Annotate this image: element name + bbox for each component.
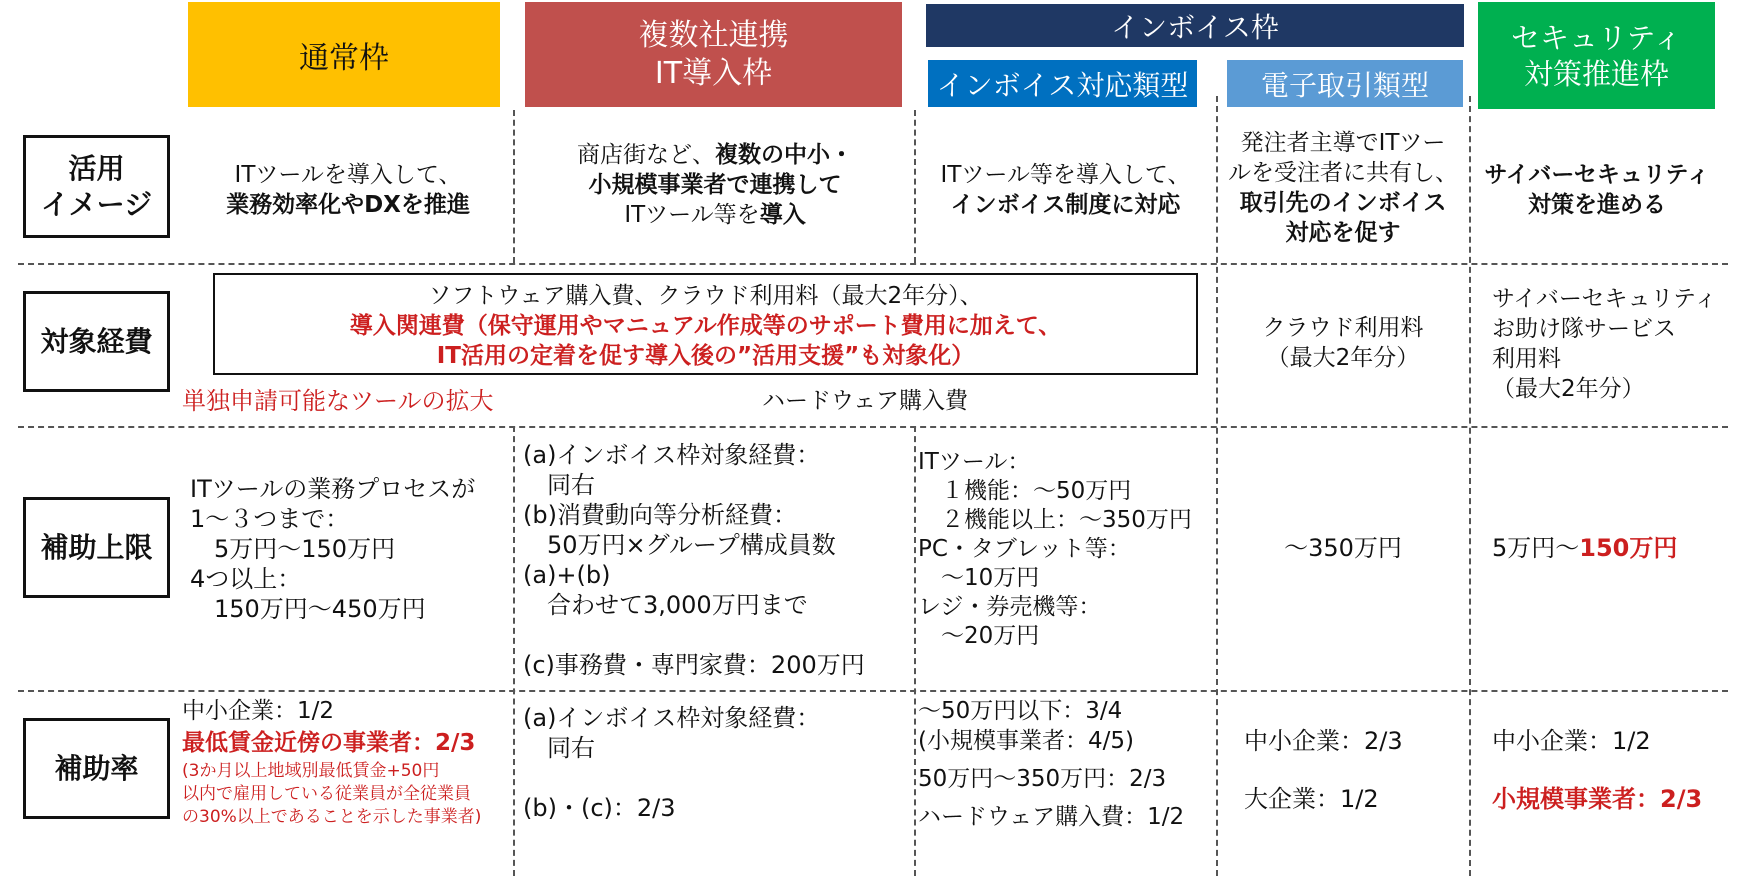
limit-security-line bbox=[1492, 533, 1677, 563]
rate-invoice-line1: ～50万円以下：3/4 bbox=[918, 698, 1123, 724]
usage-edi-line1: 発注者主導でITツー bbox=[1240, 130, 1446, 156]
row-label-cost-text: 対象経費 bbox=[40, 324, 153, 358]
usage-invoice bbox=[918, 160, 1213, 220]
limit-multi bbox=[523, 440, 865, 680]
header-invoice-type bbox=[928, 60, 1197, 107]
limit-invoice-line: レジ・券売機等： bbox=[918, 594, 1102, 620]
header-security-line2: 対策推進枠 bbox=[1523, 56, 1669, 91]
col-divider-2 bbox=[914, 110, 916, 263]
rate-normal-note: (3か月以上地域別最低賃金+50円 bbox=[182, 761, 440, 781]
limit-edi-text: ～350万円 bbox=[1284, 534, 1402, 562]
header-edi-type bbox=[1227, 60, 1463, 107]
cost-box-line1: ソフトウェア購入費、クラウド利用料（最大2年分）、 bbox=[428, 283, 983, 309]
usage-security-line2: 対策を進める bbox=[1528, 192, 1666, 218]
rate-security-line1: 中小企業：1/2 bbox=[1492, 727, 1651, 755]
limit-normal-line: 4つ以上： bbox=[190, 565, 302, 593]
cost-edi-line2: （最大2年分） bbox=[1266, 345, 1420, 371]
limit-security-a: 5万円～ bbox=[1492, 534, 1580, 562]
usage-normal bbox=[188, 160, 508, 220]
usage-multi-line3b: 導入 bbox=[759, 202, 806, 228]
usage-invoice-line1: ITツール等を導入して、 bbox=[940, 162, 1191, 188]
row-divider-1 bbox=[18, 263, 1728, 265]
limit-multi-line: (a)+(b) bbox=[523, 561, 611, 589]
col-divider-2b bbox=[914, 426, 916, 876]
limit-multi-line: 合わせて3,000万円まで bbox=[523, 591, 808, 619]
rate-normal-line1: 中小企業：1/2 bbox=[182, 698, 335, 724]
cost-edi bbox=[1220, 313, 1466, 373]
limit-normal-line: 150万円～450万円 bbox=[190, 595, 426, 623]
rate-multi-line1: (a)インボイス枠対象経費： bbox=[523, 704, 821, 732]
cost-box-line3: IT活用の定着を促す導入後の”活用支援”も対象化） bbox=[436, 343, 975, 369]
usage-multi-line3a: ITツール等を bbox=[624, 202, 760, 228]
col-divider-3 bbox=[1216, 96, 1218, 876]
col-divider-1b bbox=[513, 426, 515, 876]
cost-hardware-text: ハードウェア購入費 bbox=[761, 388, 969, 414]
rate-security-line2: 小規模事業者：2/3 bbox=[1492, 785, 1703, 813]
row-label-rate-text: 補助率 bbox=[54, 751, 139, 785]
header-multi-line1: 複数社連携 bbox=[638, 17, 789, 53]
row-label-usage-line2: イメージ bbox=[40, 187, 153, 221]
usage-security bbox=[1472, 160, 1722, 220]
limit-invoice-line: ITツール： bbox=[918, 449, 1031, 475]
row-label-cost bbox=[23, 291, 170, 392]
row-label-limit bbox=[23, 497, 170, 598]
header-invoice-label: インボイス枠 bbox=[1111, 10, 1279, 44]
limit-multi-line: (c)事務費・専門家費：200万円 bbox=[523, 651, 865, 679]
limit-security-b: 150万円 bbox=[1579, 534, 1678, 562]
header-invoice bbox=[926, 4, 1464, 47]
rate-invoice-line2: (小規模事業者：4/5) bbox=[918, 728, 1134, 754]
usage-normal-line1: ITツールを導入して、 bbox=[234, 162, 462, 188]
cost-security-line1: サイバーセキュリティ bbox=[1492, 286, 1718, 312]
row-label-rate bbox=[23, 718, 170, 819]
cost-box-line2: 導入関連費（保守運用やマニュアル作成等のサポート費用に加えて、 bbox=[349, 313, 1062, 339]
rate-normal-note: の30%以上であることを示した事業者) bbox=[182, 807, 482, 827]
limit-edi bbox=[1220, 533, 1466, 563]
cost-hardware bbox=[525, 386, 1205, 416]
header-security-line1: セキュリティ bbox=[1510, 20, 1683, 55]
cost-security-line4: （最大2年分） bbox=[1492, 376, 1645, 402]
rate-multi-line3: (b)・(c)：2/3 bbox=[523, 794, 676, 822]
rate-edi-line1: 中小企業：2/3 bbox=[1244, 727, 1403, 755]
limit-invoice-line: ２機能以上：～350万円 bbox=[918, 507, 1192, 533]
usage-multi-line3 bbox=[525, 200, 905, 230]
limit-multi-line: (a)インボイス枠対象経費： bbox=[523, 441, 821, 469]
rate-invoice-line4: ハードウェア購入費：1/2 bbox=[918, 804, 1185, 830]
limit-normal-line: ITツールの業務プロセスが bbox=[190, 475, 476, 503]
limit-invoice-line: ～20万円 bbox=[918, 623, 1040, 649]
limit-invoice bbox=[918, 448, 1192, 651]
limit-invoice-line: １機能：～50万円 bbox=[918, 478, 1132, 504]
row-label-limit-text: 補助上限 bbox=[40, 530, 153, 564]
cost-normal-note bbox=[182, 386, 494, 416]
header-normal bbox=[188, 2, 500, 107]
limit-normal-line: 1～３つまで： bbox=[190, 505, 350, 533]
cost-common-text bbox=[213, 281, 1198, 371]
col-divider-1 bbox=[513, 110, 515, 263]
limit-normal bbox=[190, 474, 475, 624]
row-label-usage bbox=[23, 135, 170, 238]
rate-edi-line2: 大企業：1/2 bbox=[1244, 785, 1379, 813]
header-invoice-type-label: インボイス対応類型 bbox=[936, 68, 1189, 102]
header-multi bbox=[525, 2, 902, 107]
rate-normal-note: 以内で雇用している従業員が全従業員 bbox=[182, 784, 471, 804]
cost-security-line3: 利用料 bbox=[1492, 346, 1561, 372]
rate-invoice-line3: 50万円～350万円：2/3 bbox=[918, 766, 1167, 792]
limit-invoice-line: ～10万円 bbox=[918, 565, 1040, 591]
row-label-usage-line1: 活用 bbox=[68, 151, 125, 185]
usage-invoice-line2: インボイス制度に対応 bbox=[950, 192, 1181, 218]
cost-edi-line1: クラウド利用料 bbox=[1262, 315, 1424, 341]
usage-edi-line2: ルを受注者に共有し、 bbox=[1228, 160, 1458, 186]
limit-invoice-line: PC・タブレット等： bbox=[918, 536, 1131, 562]
usage-edi-line4: 対応を促す bbox=[1285, 220, 1401, 246]
rate-security bbox=[1492, 726, 1702, 814]
header-normal-label: 通常枠 bbox=[299, 40, 389, 76]
rate-normal bbox=[182, 696, 481, 829]
col-divider-4 bbox=[1469, 96, 1471, 876]
usage-normal-line2: 業務効率化やDXを推進 bbox=[226, 192, 470, 218]
rate-multi-line2: 同右 bbox=[523, 734, 595, 762]
usage-multi-line2: 小規模事業者で連携して bbox=[588, 172, 842, 198]
rate-invoice bbox=[918, 696, 1184, 832]
row-divider-2 bbox=[18, 426, 1728, 428]
usage-multi bbox=[525, 140, 905, 230]
limit-multi-line: 50万円×グループ構成員数 bbox=[523, 531, 836, 559]
header-edi-type-label: 電子取引類型 bbox=[1260, 68, 1429, 102]
cost-security bbox=[1492, 284, 1717, 404]
cost-security-line2: お助け隊サービス bbox=[1492, 316, 1676, 342]
rate-edi bbox=[1244, 726, 1403, 814]
usage-multi-line1 bbox=[525, 140, 905, 170]
row-divider-3 bbox=[18, 690, 1728, 692]
usage-multi-line1b: 複数の中小・ bbox=[715, 142, 853, 168]
rate-normal-line2: 最低賃金近傍の事業者：2/3 bbox=[182, 730, 476, 756]
usage-edi-line3: 取引先のインボイス bbox=[1239, 190, 1447, 216]
limit-security bbox=[1492, 533, 1677, 563]
usage-multi-line1a: 商店街など、 bbox=[577, 142, 715, 168]
header-security bbox=[1478, 2, 1715, 109]
limit-multi-line: 同右 bbox=[523, 471, 595, 499]
limit-normal-line: 5万円～150万円 bbox=[190, 535, 396, 563]
header-multi-line2: IT導入枠 bbox=[654, 55, 773, 91]
usage-edi bbox=[1220, 128, 1466, 248]
limit-multi-line: (b)消費動向等分析経費： bbox=[523, 501, 797, 529]
limit-multi-line bbox=[523, 620, 865, 650]
rate-multi bbox=[523, 703, 820, 823]
cost-normal-note-text: 単独申請可能なツールの拡大 bbox=[182, 387, 494, 415]
usage-security-line1: サイバーセキュリティ bbox=[1484, 162, 1710, 188]
